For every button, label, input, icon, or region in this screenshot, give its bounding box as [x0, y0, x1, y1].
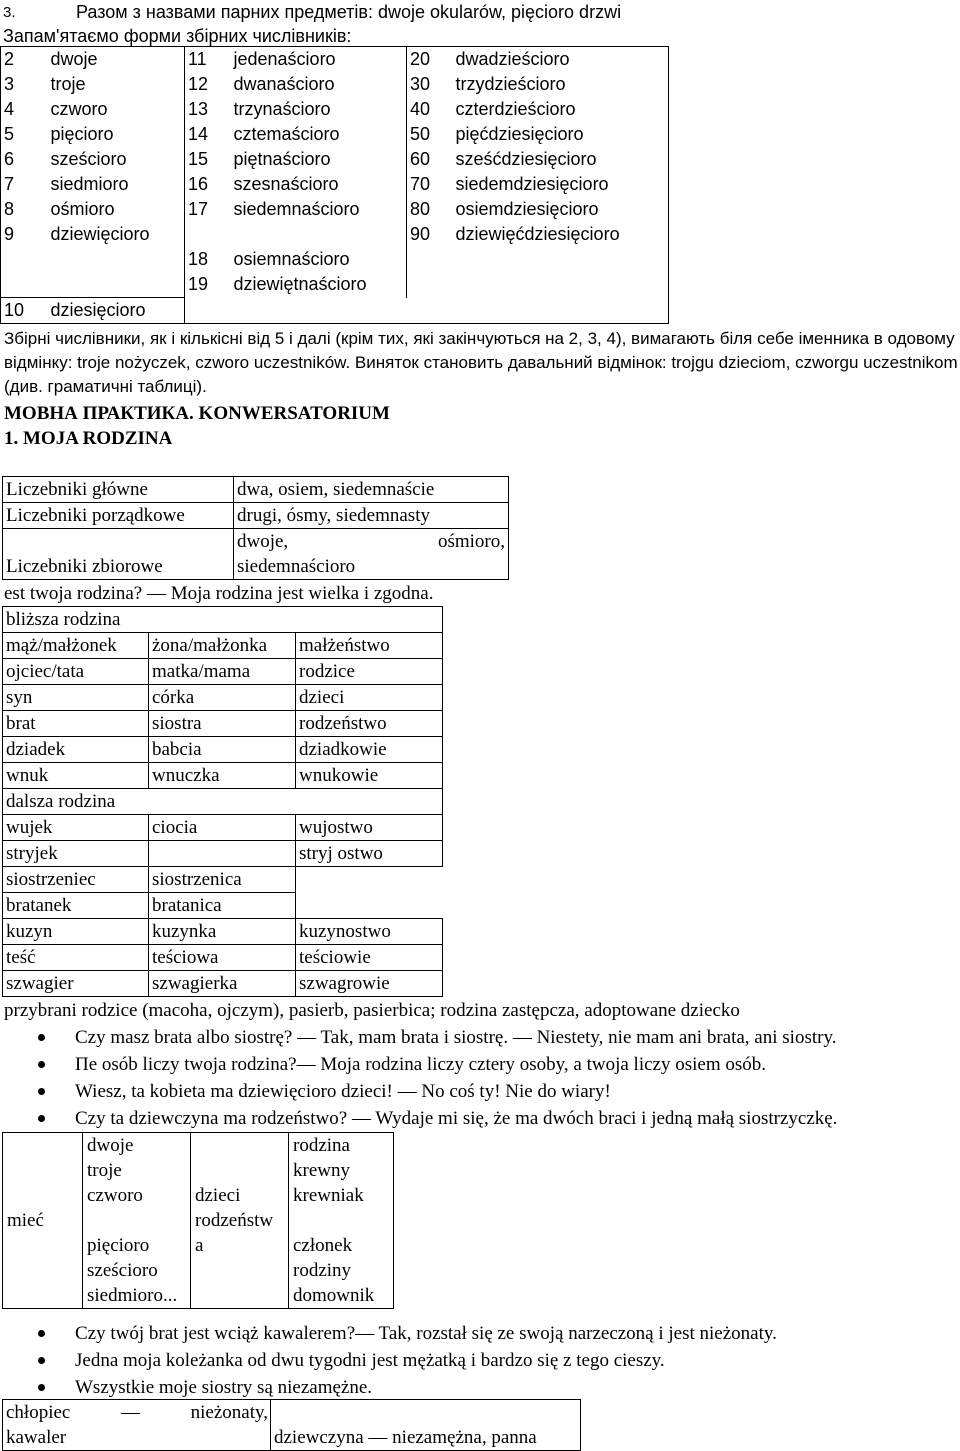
table-row: [3, 763, 443, 789]
liczebniki-table: [2, 476, 509, 580]
table-row: [3, 841, 443, 867]
list-item: [0, 1320, 777, 1347]
numeral-word: [48, 247, 185, 272]
numeral-digit: 19: [188, 274, 209, 295]
numeral-word: troje: [48, 72, 185, 97]
bullet-dot-icon: [38, 1384, 45, 1391]
numeral-word: pięcioro: [48, 122, 185, 147]
grammar-paragraph: Збірні числівники, як і кількісні від 5 і далі (крім тих, які закінчуються на 2, 3, 4), вимагають біля себе іменника в одовому відмінку: troje nożyczek, czworo uczestników. Виняток становить давальний відмінок: trojgu dzieciom, czworgu uczestnikom (див. граматичні таблиці).: [4, 329, 958, 396]
numeral-digit: 2: [4, 49, 15, 69]
table-row: [3, 1400, 581, 1451]
family-cell: teściowa: [149, 945, 296, 971]
bullet-dot-icon: [38, 1034, 45, 1041]
table-cell: [231, 298, 407, 324]
cell-line: sześcioro: [87, 1260, 158, 1281]
table-cell: [185, 298, 231, 324]
family-cell: wujostwo: [296, 815, 443, 841]
table-cell: [453, 298, 669, 324]
family-cell: stryj ostwo: [296, 841, 443, 867]
numeral-digit: 7: [4, 174, 15, 194]
family-cell: teściowie: [296, 945, 443, 971]
cell-line: [195, 1158, 288, 1183]
family-table-wrap: [2, 606, 443, 997]
family-cell: wnukowie: [296, 763, 443, 789]
numeral-digit: 10: [1, 298, 48, 324]
table-cell: [83, 1133, 191, 1309]
numeral-word: sześcioro: [48, 147, 185, 172]
family-cell: teść: [3, 945, 149, 971]
miec-table: [2, 1132, 394, 1309]
bullet-dot-icon: [38, 1088, 45, 1095]
numeral-digit: 5: [4, 124, 15, 144]
numeral-digit: 30: [410, 74, 431, 94]
bullet-dot-icon: [38, 1061, 45, 1068]
list-item-text: Wiesz, ta kobieta ma dziewięcioro dzieci! — No coś ty! Nie do wiary!: [75, 1081, 611, 1102]
family-cell: siostrzeniec: [3, 867, 149, 893]
miec-table-wrap: [2, 1132, 394, 1309]
cell-text: —: [120, 1402, 140, 1423]
numeral-word: czworo: [48, 97, 185, 122]
numeral-digit: 11: [188, 49, 207, 69]
table-row: [1, 97, 669, 122]
list-item: [0, 1374, 777, 1401]
verb-miec: mieć: [7, 1210, 44, 1231]
table-cell: dziewczyna — niezamężna, panna: [271, 1400, 581, 1451]
numerals-table-wrap: [0, 46, 669, 324]
cell-line: członek: [293, 1235, 353, 1256]
table-row: [1, 272, 669, 298]
family-cell: dziadkowie: [296, 737, 443, 763]
table-row: [3, 971, 443, 997]
table-row: [1, 47, 669, 73]
numeral-word: dziesięcioro: [48, 298, 185, 324]
numeral-digit: 80: [410, 199, 431, 219]
numeral-word: siedemnaścioro: [231, 197, 407, 222]
cell-line: troje: [87, 1160, 122, 1181]
cell-line: krewny: [293, 1160, 350, 1181]
table-row: [3, 503, 509, 529]
bullet-dot-icon: [38, 1330, 45, 1337]
cell-line: krewniak: [293, 1185, 364, 1206]
final-table: [2, 1399, 581, 1451]
numeral-digit: 18: [188, 249, 209, 269]
numeral-word: osiemnaścioro: [231, 247, 407, 272]
table-row: [1, 172, 669, 197]
family-cell: żona/małżonka: [149, 633, 296, 659]
family-cell: kuzynostwo: [296, 919, 443, 945]
bullet-list-2: [0, 1320, 777, 1401]
cell-line: [237, 529, 505, 554]
numeral-word: dwoje: [48, 47, 185, 73]
table-row: [3, 477, 509, 503]
table-row: [1, 72, 669, 97]
numeral-digit: [407, 272, 453, 298]
table-cell: drugi, ósmy, siedemnasty: [234, 503, 509, 529]
family-cell: rodzeństwo: [296, 711, 443, 737]
bullet-dot-icon: [38, 1357, 45, 1364]
cell-line: pięcioro: [87, 1235, 150, 1256]
cell-line: dwoje: [87, 1135, 134, 1156]
cell-text: ośmioro,: [437, 531, 505, 552]
cell-text: siedemnaścioro: [237, 556, 356, 577]
numeral-digit: 17: [188, 199, 209, 219]
cell-line: [87, 1208, 190, 1233]
table-row: [3, 945, 443, 971]
family-cell: matka/mama: [149, 659, 296, 685]
numeral-digit: [1, 272, 48, 298]
numeral-word: dwadzieścioro: [455, 49, 570, 69]
list-item: [0, 1105, 837, 1132]
extra-line: przybrani rodzice (macoha, ojczym), pasierb, pasierbica; rodzina zastępcza, adoptowane dziecko: [4, 1000, 740, 1021]
table-row: [3, 529, 509, 580]
numeral-word: dwanaścioro: [231, 72, 407, 97]
section-title: МОВНА ПРАКТИКА. KONWERSATORIUM: [4, 403, 390, 424]
cell-text: dwoje,: [237, 531, 289, 552]
table-cell: [191, 1133, 289, 1309]
numeral-word: pięćdziesięcioro: [455, 124, 584, 144]
family-cell: kuzynka: [149, 919, 296, 945]
family-cell: wujek: [3, 815, 149, 841]
table-cell: [3, 1133, 83, 1309]
cell-line: [293, 1208, 393, 1233]
list-item-text: Jedna moja koleżanka od dwu tygodni jest mężatką i bardzo się z tego cieszy.: [75, 1350, 665, 1371]
list-item-text: Czy twój brat jest wciąż kawalerem?— Tak, rozstał się ze swoją narzeczoną i jest nieżonaty.: [75, 1323, 777, 1344]
cell-text: chłopiec: [6, 1402, 71, 1423]
table-row: [1, 197, 669, 222]
numeral-digit: 14: [188, 124, 209, 144]
numeral-digit: 3: [4, 74, 15, 94]
cell-text: nieżonaty,: [190, 1402, 268, 1423]
table-row: [3, 607, 443, 633]
cell-line: rodzina: [293, 1135, 350, 1156]
numeral-word: siedemdziesięcioro: [455, 174, 609, 194]
family-cell: córka: [149, 685, 296, 711]
numeral-word: [231, 222, 407, 247]
cell-line: a: [195, 1235, 204, 1256]
family-cell: dzieci: [296, 685, 443, 711]
numeral-word: dziewięcioro: [48, 222, 185, 247]
family-cell: dziadek: [3, 737, 149, 763]
numeral-digit: 13: [188, 99, 209, 119]
cell-line: [195, 1283, 288, 1308]
family-cell: ojciec/tata: [3, 659, 149, 685]
family-cell: stryjek: [3, 841, 149, 867]
table-cell: [407, 298, 453, 324]
table-row: [3, 815, 443, 841]
numeral-word: czterdzieścioro: [455, 99, 576, 119]
header-line-2: Запам'ятаємо форми збірних числівників:: [3, 26, 352, 46]
table-cell: Liczebniki główne: [3, 477, 234, 503]
table-row: [3, 633, 443, 659]
family-group-title: dalsza rodzina: [3, 789, 443, 815]
table-cell: Liczebniki zbiorowe: [3, 529, 234, 580]
table-row: [3, 893, 443, 919]
family-cell: ciocia: [149, 815, 296, 841]
numeral-word: [453, 247, 669, 272]
numeral-digit: 15: [188, 149, 209, 169]
numeral-digit: 40: [410, 99, 431, 119]
header-line-1: Разом з назвами парних предметів: dwoje okularów, pięcioro drzwi: [76, 2, 622, 22]
bullet-dot-icon: [38, 1115, 45, 1122]
family-cell: [149, 841, 296, 867]
table-row: [1, 222, 669, 247]
list-item-text: Czy ta dziewczyna ma rodzeństwo? — Wydaje mi się, że ma dwóch braci i jedną małą siostrzyczkę.: [75, 1108, 838, 1129]
table-cell: [3, 1400, 271, 1451]
cell-line: [195, 1258, 288, 1283]
list-item: [0, 1024, 837, 1051]
numeral-digit: 70: [410, 174, 431, 194]
final-table-wrap: [2, 1399, 581, 1451]
list-item: [0, 1051, 837, 1078]
family-cell: [296, 893, 443, 919]
numeral-digit: 12: [188, 74, 209, 94]
cell-line: siedmioro...: [87, 1285, 178, 1306]
table-row: [3, 1133, 394, 1309]
numeral-digit: 9: [4, 224, 15, 244]
liczebniki-table-wrap: [2, 476, 509, 580]
numeral-digit: 4: [4, 99, 15, 119]
numeral-word: trzydzieścioro: [455, 74, 566, 94]
cell-line: rodzeństw: [195, 1210, 274, 1231]
family-cell: brat: [3, 711, 149, 737]
numeral-word: cztemaścioro: [231, 122, 407, 147]
numeral-digit: 16: [188, 174, 209, 194]
numeral-word: osiemdziesięcioro: [455, 199, 599, 219]
numeral-word: piętnaścioro: [231, 147, 407, 172]
subsection-title: 1. MOJA RODZINA: [4, 428, 173, 449]
list-item: [0, 1347, 777, 1374]
family-cell: wnuczka: [149, 763, 296, 789]
family-cell: szwagier: [3, 971, 149, 997]
family-table: [2, 606, 443, 997]
cell-line: rodziny: [293, 1260, 352, 1281]
list-item: [0, 1078, 837, 1105]
cell-line: domownik: [293, 1285, 375, 1306]
cell-text: kawaler: [6, 1427, 67, 1448]
numeral-word: trzynaścioro: [231, 97, 407, 122]
question-line: est twoja rodzina? — Moja rodzina jest wielka i zgodna.: [4, 583, 434, 604]
family-cell: kuzyn: [3, 919, 149, 945]
numeral-word: sześćdziesięcioro: [455, 149, 597, 169]
family-cell: babcia: [149, 737, 296, 763]
family-cell: szwagierka: [149, 971, 296, 997]
numeral-digit: 8: [4, 199, 15, 219]
table-row: [1, 298, 669, 324]
cell-line: czworo: [87, 1185, 143, 1206]
table-cell: [289, 1133, 394, 1309]
family-cell: małżeństwo: [296, 633, 443, 659]
family-cell: siostrzenica: [149, 867, 296, 893]
table-cell: dwa, osiem, siedemnaście: [234, 477, 509, 503]
numeral-word: szesnaścioro: [231, 172, 407, 197]
numeral-digit: 6: [4, 149, 15, 169]
table-row: [1, 122, 669, 147]
numeral-digit: 20: [410, 49, 431, 69]
table-row: [3, 867, 443, 893]
family-cell: wnuk: [3, 763, 149, 789]
table-row: [3, 919, 443, 945]
numeral-word: dziewięćdziesięcioro: [455, 224, 620, 244]
family-cell: siostra: [149, 711, 296, 737]
table-row: [3, 685, 443, 711]
cell-line: dzieci: [195, 1185, 241, 1206]
list-item-text: Czy masz brata albo siostrę? — Tak, mam brata i siostrę. — Niestety, nie mam ani brata, ani siostry.: [75, 1027, 837, 1048]
numeral-word: jedenaścioro: [231, 47, 407, 73]
table-row: [1, 247, 669, 272]
family-cell: bratanek: [3, 893, 149, 919]
numeral-digit: [1, 247, 48, 272]
bullet-list-1: [0, 1024, 837, 1132]
family-cell: bratanica: [149, 893, 296, 919]
table-row: [3, 789, 443, 815]
family-cell: szwagrowie: [296, 971, 443, 997]
numeral-word: [453, 272, 669, 298]
numeral-word: siedmioro: [48, 172, 185, 197]
numeral-word: [48, 272, 185, 298]
table-row: [3, 711, 443, 737]
numeral-digit: 50: [410, 124, 431, 144]
table-cell: Liczebniki porządkowe: [3, 503, 234, 529]
family-cell: syn: [3, 685, 149, 711]
list-item-text: Wszystkie moje siostry są niezamężne.: [75, 1377, 373, 1398]
numeral-digit: [407, 247, 453, 272]
family-cell: rodzice: [296, 659, 443, 685]
item-number: 3.: [3, 4, 16, 21]
numeral-digit: 90: [410, 224, 431, 244]
table-row: [1, 147, 669, 172]
numeral-digit: 60: [410, 149, 431, 169]
cell-line: [195, 1133, 288, 1158]
table-row: [3, 659, 443, 685]
family-group-title: bliższa rodzina: [3, 607, 443, 633]
cell-line: [6, 1400, 268, 1425]
table-row: [3, 737, 443, 763]
numerals-table: [0, 46, 669, 324]
table-cell: [234, 529, 509, 580]
family-cell: mąż/małżonek: [3, 633, 149, 659]
numeral-word: dziewiętnaścioro: [231, 272, 407, 298]
list-item-text: Пе osób liczy twoja rodzina?— Moja rodzina liczy cztery osoby, a twoja liczy osiem osób.: [75, 1054, 767, 1075]
numeral-digit: [185, 222, 231, 247]
family-cell: [296, 867, 443, 893]
numeral-word: ośmioro: [48, 197, 185, 222]
